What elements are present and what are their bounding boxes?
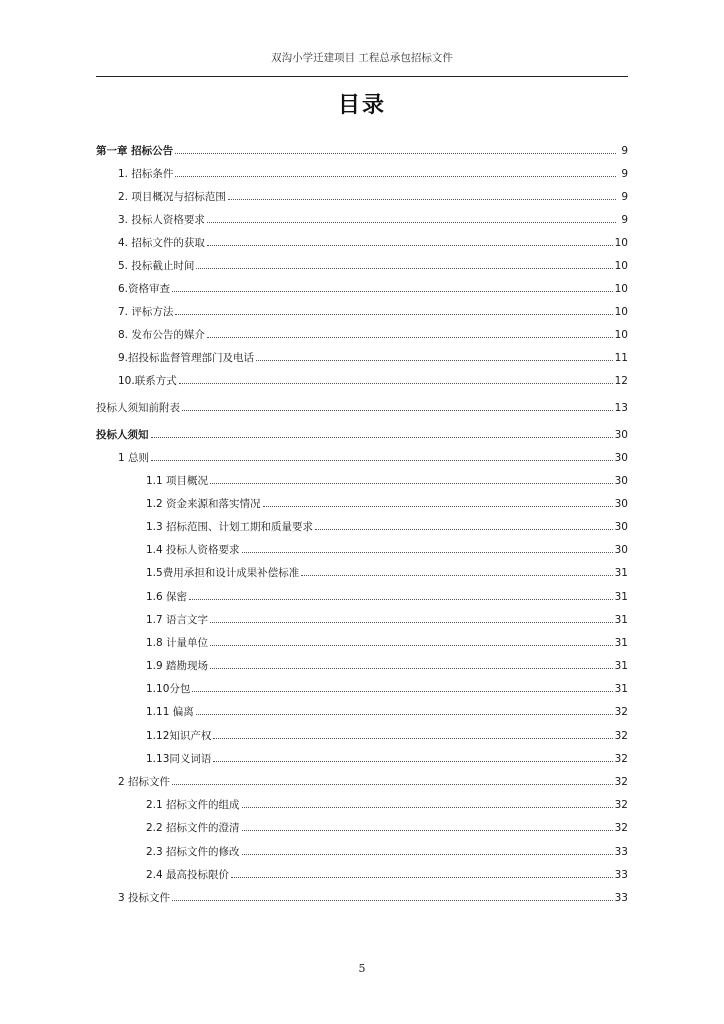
- toc-entry-title: 1.11 偏离: [146, 706, 194, 718]
- toc-entry-title: 投标人须知: [96, 429, 149, 441]
- toc-entry-title: 7. 评标方法: [118, 306, 174, 318]
- toc-entry-page: 9: [621, 191, 628, 203]
- toc-entry-page: 33: [614, 892, 628, 904]
- toc-entry-title: 2 招标文件: [118, 776, 171, 788]
- toc-entry[interactable]: [146, 566, 628, 580]
- toc-entry-page: 31: [614, 591, 628, 603]
- toc-leader-dots: [213, 738, 612, 739]
- toc-entry[interactable]: [118, 305, 628, 319]
- toc-leader-dots: [242, 854, 613, 855]
- toc-leader-dots: [210, 483, 613, 484]
- toc-entry[interactable]: [118, 167, 628, 181]
- toc-entry-title: 8. 发布公告的媒介: [118, 329, 205, 341]
- toc-entry-title: 10.联系方式: [118, 375, 177, 387]
- toc-leader-dots: [172, 784, 613, 785]
- toc-leader-dots: [172, 900, 613, 901]
- toc-entry-page: 31: [614, 614, 628, 626]
- toc-entry-page: 32: [614, 822, 628, 834]
- toc-entry[interactable]: [146, 497, 628, 511]
- toc-leader-dots: [179, 383, 613, 384]
- toc-entry-title: 第一章 招标公告: [96, 145, 174, 157]
- toc-entry-title: 2. 项目概况与招标范围: [118, 191, 226, 203]
- toc-entry-page: 33: [614, 869, 628, 881]
- toc-entry-page: 12: [614, 375, 628, 387]
- toc-entry[interactable]: [146, 682, 628, 696]
- toc-entry-title: 1.3 招标范围、计划工期和质量要求: [146, 521, 314, 533]
- toc-entry-page: 9: [621, 145, 628, 157]
- toc-leader-dots: [175, 153, 616, 154]
- toc-entry-page: 32: [614, 753, 628, 765]
- toc-entry[interactable]: [118, 351, 628, 365]
- toc-entry-page: 10: [614, 329, 628, 341]
- toc-entry[interactable]: [118, 259, 628, 273]
- toc-entry-title: 2.3 招标文件的修改: [146, 846, 240, 858]
- toc-leader-dots: [207, 245, 613, 246]
- toc-entry-page: 13: [614, 402, 628, 414]
- toc-entry-title: 1. 招标条件: [118, 168, 174, 180]
- toc-entry-page: 31: [614, 567, 628, 579]
- toc-entry-title: 1 总则: [118, 452, 150, 464]
- toc-entry-title: 3 投标文件: [118, 892, 171, 904]
- toc-entry-page: 32: [614, 706, 628, 718]
- toc-entry-page: 32: [614, 730, 628, 742]
- toc-entry[interactable]: [146, 821, 628, 835]
- toc-entry-title: 3. 投标人资格要求: [118, 214, 205, 226]
- toc-entry[interactable]: [118, 451, 628, 465]
- toc-entry-page: 32: [614, 776, 628, 788]
- toc-entry[interactable]: [96, 401, 628, 415]
- toc-leader-dots: [242, 830, 613, 831]
- toc-entry[interactable]: [146, 729, 628, 743]
- toc-entry-page: 31: [614, 637, 628, 649]
- toc-entry-page: 10: [614, 260, 628, 272]
- toc-leader-dots: [256, 360, 613, 361]
- toc-leader-dots: [151, 460, 613, 461]
- toc-leader-dots: [315, 529, 613, 530]
- page-header: 双沟小学迁建项目 工程总承包招标文件: [271, 52, 453, 64]
- toc-entry[interactable]: [146, 868, 628, 882]
- toc-entry[interactable]: [146, 590, 628, 604]
- toc-entry[interactable]: [146, 752, 628, 766]
- toc-entry-title: 1.2 资金来源和落实情况: [146, 498, 261, 510]
- toc-entry-title: 6.资格审查: [118, 283, 171, 295]
- toc-entry-page: 11: [614, 352, 628, 364]
- toc-entry[interactable]: [118, 236, 628, 250]
- toc-entry[interactable]: [146, 520, 628, 534]
- toc-entry[interactable]: [146, 474, 628, 488]
- toc-entry[interactable]: [118, 328, 628, 342]
- toc-entry-title: 1.8 计量单位: [146, 637, 209, 649]
- toc-leader-dots: [301, 575, 612, 576]
- toc-leader-dots: [207, 222, 616, 223]
- toc-leader-dots: [210, 668, 613, 669]
- toc-entry-title: 2.1 招标文件的组成: [146, 799, 240, 811]
- toc-entry[interactable]: [146, 636, 628, 650]
- toc-entry-page: 10: [614, 283, 628, 295]
- toc-entry-title: 1.1 项目概况: [146, 475, 209, 487]
- toc-leader-dots: [231, 877, 613, 878]
- toc-entry-page: 9: [621, 168, 628, 180]
- toc-entry-page: 30: [614, 544, 628, 556]
- toc-entry-page: 32: [614, 799, 628, 811]
- toc-entry-page: 30: [614, 429, 628, 441]
- toc-entry-title: 1.13同义词语: [146, 753, 212, 765]
- toc-leader-dots: [175, 176, 616, 177]
- toc-entry[interactable]: [146, 845, 628, 859]
- toc-entry-title: 4. 招标文件的获取: [118, 237, 205, 249]
- toc-entry-title: 1.10分包: [146, 683, 191, 695]
- toc-entry[interactable]: [146, 705, 628, 719]
- toc-entry[interactable]: [118, 775, 628, 789]
- toc-entry-page: 9: [621, 214, 628, 226]
- toc-entry-title: 1.7 语言文字: [146, 614, 209, 626]
- toc-entry[interactable]: [118, 213, 628, 227]
- toc-leader-dots: [175, 314, 612, 315]
- toc-entry-title: 1.9 踏勘现场: [146, 660, 209, 672]
- toc-entry-title: 2.2 招标文件的澄清: [146, 822, 240, 834]
- toc-leader-dots: [182, 410, 613, 411]
- toc-entry-title: 1.4 投标人资格要求: [146, 544, 240, 556]
- toc-entry-page: 30: [614, 498, 628, 510]
- toc-leader-dots: [210, 622, 613, 623]
- toc-entry-title: 1.12知识产权: [146, 730, 212, 742]
- toc-entry[interactable]: [118, 282, 628, 296]
- toc-leader-dots: [263, 506, 613, 507]
- toc-entry[interactable]: [96, 144, 628, 158]
- toc-entry-page: 30: [614, 475, 628, 487]
- toc-entry[interactable]: [146, 613, 628, 627]
- toc-entry-title: 1.5费用承担和设计成果补偿标准: [146, 567, 300, 579]
- toc-leader-dots: [210, 645, 613, 646]
- toc-leader-dots: [196, 268, 612, 269]
- toc-leader-dots: [207, 337, 613, 338]
- toc-leader-dots: [196, 714, 613, 715]
- toc-entry[interactable]: [118, 190, 628, 204]
- toc-leader-dots: [172, 291, 613, 292]
- toc-entry-page: 31: [614, 660, 628, 672]
- toc-entry[interactable]: [146, 543, 628, 557]
- toc-leader-dots: [213, 761, 612, 762]
- toc-leader-dots: [242, 807, 613, 808]
- toc-entry[interactable]: [146, 659, 628, 673]
- toc-entry-page: 30: [614, 521, 628, 533]
- toc-leader-dots: [151, 437, 613, 438]
- toc-entry-page: 10: [614, 237, 628, 249]
- toc-leader-dots: [228, 199, 616, 200]
- toc-entry-page: 10: [614, 306, 628, 318]
- toc-entry[interactable]: [118, 374, 628, 388]
- toc-entry-title: 1.6 保密: [146, 591, 188, 603]
- page-number: 5: [358, 962, 366, 975]
- toc-entry-title: 9.招投标监督管理部门及电话: [118, 352, 255, 364]
- toc-leader-dots: [242, 552, 613, 553]
- toc-entry[interactable]: [96, 428, 628, 442]
- toc-entry[interactable]: [118, 891, 628, 905]
- toc-entry-page: 31: [614, 683, 628, 695]
- toc-entry[interactable]: [146, 798, 628, 812]
- toc-entry-page: 30: [614, 452, 628, 464]
- toc-entry-page: 33: [614, 846, 628, 858]
- page-title: 目录: [337, 93, 386, 118]
- toc-leader-dots: [189, 599, 613, 600]
- toc-entry-title: 2.4 最高投标限价: [146, 869, 230, 881]
- toc-entry-title: 投标人须知前附表: [96, 402, 180, 414]
- toc-entry-title: 5. 投标截止时间: [118, 260, 195, 272]
- toc-leader-dots: [192, 691, 612, 692]
